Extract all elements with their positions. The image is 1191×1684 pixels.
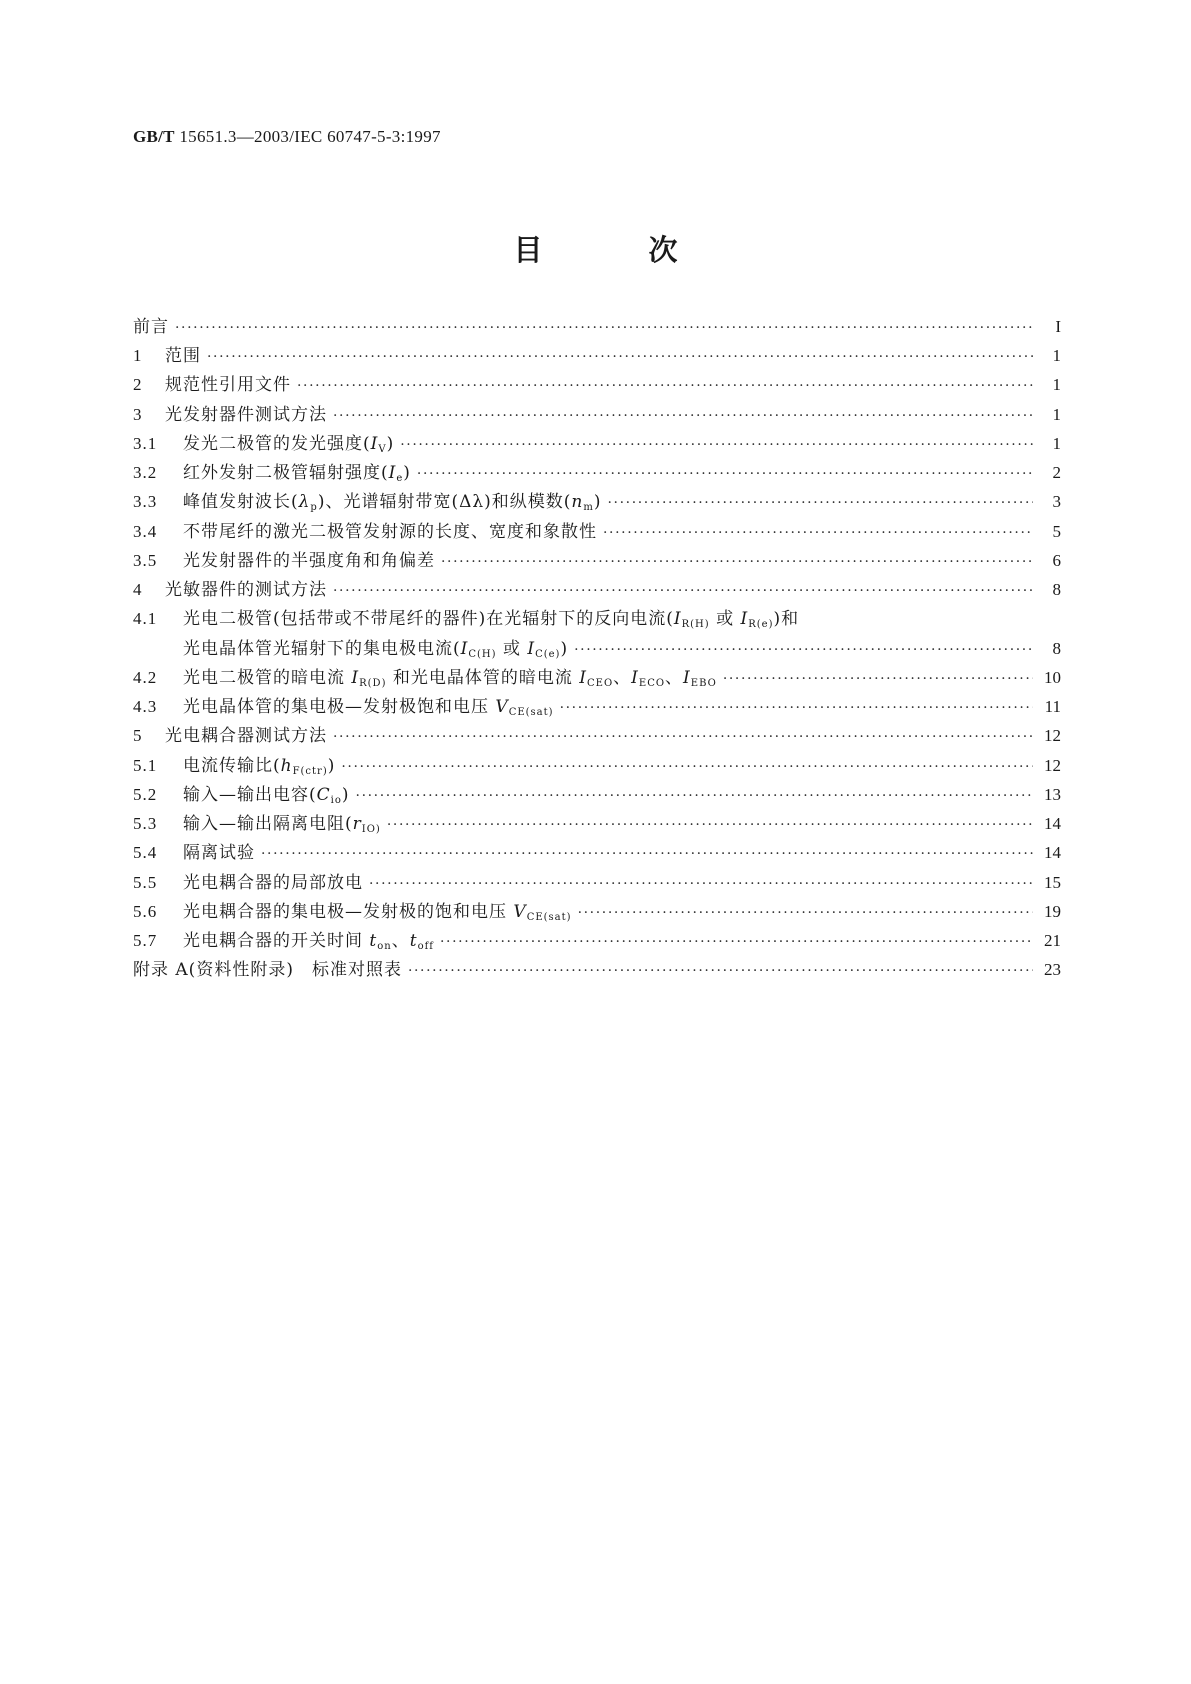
page-number: 1 xyxy=(1052,346,1061,365)
page-number: 6 xyxy=(1052,551,1061,570)
dot-leader xyxy=(608,492,1034,512)
dot-leader xyxy=(574,639,1033,659)
dot-leader xyxy=(261,843,1033,863)
section-number: 3.2 xyxy=(133,463,158,482)
dot-leader xyxy=(175,317,1033,337)
page-number: 12 xyxy=(1044,726,1061,745)
dot-leader xyxy=(417,463,1033,483)
page-number: 14 xyxy=(1044,843,1061,862)
dot-leader xyxy=(603,522,1033,542)
toc-entry-4-1-line2[interactable]: 光电晶体管光辐射下的集电极电流($I_{C(H)}$ 或 $I_{C(e)}$) ····· 8 xyxy=(133,634,1061,662)
dot-leader xyxy=(333,726,1033,746)
toc-entry-4-3[interactable]: 4.3 光电晶体管的集电极—发射极饱和电压 $V_{CE(sat)}$ ····· 11 xyxy=(133,692,1061,720)
toc-entry-4[interactable]: 4 光敏器件的测试方法 ····· 8 xyxy=(133,575,1061,603)
page-number: 13 xyxy=(1044,785,1061,804)
section-number: 2 xyxy=(133,375,143,394)
section-number: 3.5 xyxy=(133,551,158,570)
toc-entry-1[interactable]: 1 范围 ····· 1 xyxy=(133,341,1061,369)
page-number: I xyxy=(1055,317,1061,336)
toc-entry-3-1[interactable]: 3.1 发光二极管的发光强度$(I_V)$ ····· 1 xyxy=(133,429,1061,457)
page-number: 1 xyxy=(1052,434,1061,453)
toc-entry-5-3[interactable]: 5.3 输入—输出隔离电阻($r_{IO)}$ ····· 14 xyxy=(133,809,1061,837)
page-number: 1 xyxy=(1052,405,1061,424)
page-number: 8 xyxy=(1052,639,1061,658)
dot-leader xyxy=(356,785,1033,805)
dot-leader xyxy=(333,405,1033,425)
dot-leader xyxy=(387,814,1033,834)
standard-number-header xyxy=(133,127,441,147)
toc-entry-annex-a[interactable]: 附录 A(资料性附录) 标准对照表 ····· 23 xyxy=(133,955,1061,983)
section-number: 1 xyxy=(133,346,143,365)
page-number: 3 xyxy=(1052,492,1061,511)
dot-leader xyxy=(369,873,1033,893)
dot-leader xyxy=(560,697,1033,717)
toc-entry-5-5[interactable]: 5.5 光电耦合器的局部放电 ····· 15 xyxy=(133,868,1061,896)
dot-leader xyxy=(441,551,1033,571)
dot-leader xyxy=(341,756,1033,776)
page-number: 14 xyxy=(1044,814,1061,833)
page-number: 15 xyxy=(1044,873,1061,892)
section-number: 3.4 xyxy=(133,522,158,541)
section-number: 5.7 xyxy=(133,931,158,950)
toc-entry-5-6[interactable]: 5.6 光电耦合器的集电极—发射极的饱和电压 $V_{CE(sat)}$ ····· 19 xyxy=(133,897,1061,925)
dot-leader xyxy=(440,931,1033,951)
toc-entry-preface[interactable]: 前言 ····· I xyxy=(133,312,1061,340)
section-number: 3 xyxy=(133,405,143,424)
dot-leader xyxy=(333,580,1033,600)
section-number: 5.2 xyxy=(133,785,158,804)
dot-leader xyxy=(578,902,1033,922)
section-number: 5.5 xyxy=(133,873,158,892)
section-number: 3.1 xyxy=(133,434,158,453)
dot-leader xyxy=(400,434,1033,454)
toc-entry-5-7[interactable]: 5.7 光电耦合器的开关时间 $t_{on}$、$t_{off}$ ····· 21 xyxy=(133,926,1061,954)
section-number: 5.4 xyxy=(133,843,158,862)
standard-code: 15651.3—2003/IEC 60747-5-3:1997 xyxy=(174,127,441,146)
toc-entry-5-1[interactable]: 5.1 电流传输比$(h_{F(ctr)})$ ····· 12 xyxy=(133,751,1061,779)
toc-entry-5-4[interactable]: 5.4 隔离试验 ····· 14 xyxy=(133,838,1061,866)
dot-leader xyxy=(297,375,1033,395)
section-number: 5.1 xyxy=(133,756,158,775)
toc-entry-3-2[interactable]: 3.2 红外发射二极管辐射强度$(I_e)$ ····· 2 xyxy=(133,458,1061,486)
section-number: 4.1 xyxy=(133,609,158,628)
toc-entry-5-2[interactable]: 5.2 输入—输出电容$(C_{io})$ ····· 13 xyxy=(133,780,1061,808)
toc-title: 目 次 xyxy=(513,233,726,267)
page-number: 1 xyxy=(1052,375,1061,394)
page-number: 12 xyxy=(1044,756,1061,775)
toc-entry-4-1-line1[interactable]: 4.1 光电二极管(包括带或不带尾纤的器件)在光辐射下的反向电流($I_{R(H)}$ 或 $I_{R(e)}$)和 xyxy=(133,609,800,630)
page-number: 23 xyxy=(1044,960,1061,979)
page-number: 8 xyxy=(1052,580,1061,599)
section-number: 4.3 xyxy=(133,697,158,716)
toc-entry-3[interactable]: 3 光发射器件测试方法 ····· 1 xyxy=(133,400,1061,428)
toc-entry-3-3[interactable]: 3.3 峰值发射波长$(\lambda_p)$、光谱辐射带宽(Δλ)和纵模数$(n_m)$ ····· 3 xyxy=(133,487,1061,515)
standard-prefix: GB/T xyxy=(133,127,175,146)
section-number: 4 xyxy=(133,580,143,599)
dot-leader xyxy=(723,668,1033,688)
page-number: 5 xyxy=(1052,522,1061,541)
dot-leader xyxy=(207,346,1033,366)
section-number: 5 xyxy=(133,726,143,745)
toc-entry-5[interactable]: 5 光电耦合器测试方法 ····· 12 xyxy=(133,721,1061,749)
page-number: 21 xyxy=(1044,931,1061,950)
page-number: 10 xyxy=(1044,668,1061,687)
section-number: 3.3 xyxy=(133,492,158,511)
section-number: 5.6 xyxy=(133,902,158,921)
toc-entry-2[interactable]: 2 规范性引用文件 ····· 1 xyxy=(133,370,1061,398)
toc-entry-3-5[interactable]: 3.5 光发射器件的半强度角和角偏差 ····· 6 xyxy=(133,546,1061,574)
page-number: 19 xyxy=(1044,902,1061,921)
page-number: 11 xyxy=(1044,697,1061,716)
section-number: 5.3 xyxy=(133,814,158,833)
toc-entry-3-4[interactable]: 3.4 不带尾纤的激光二极管发射源的长度、宽度和象散性 ····· 5 xyxy=(133,517,1061,545)
section-number: 4.2 xyxy=(133,668,158,687)
toc-entry-4-2[interactable]: 4.2 光电二极管的暗电流 $I_{R(D)}$ 和光电晶体管的暗电流 $I_{CEO}$、$I_{ECO}$、$I_{EBO}$ ····· 10 xyxy=(133,663,1061,691)
page-number: 2 xyxy=(1052,463,1061,482)
dot-leader xyxy=(408,960,1033,980)
